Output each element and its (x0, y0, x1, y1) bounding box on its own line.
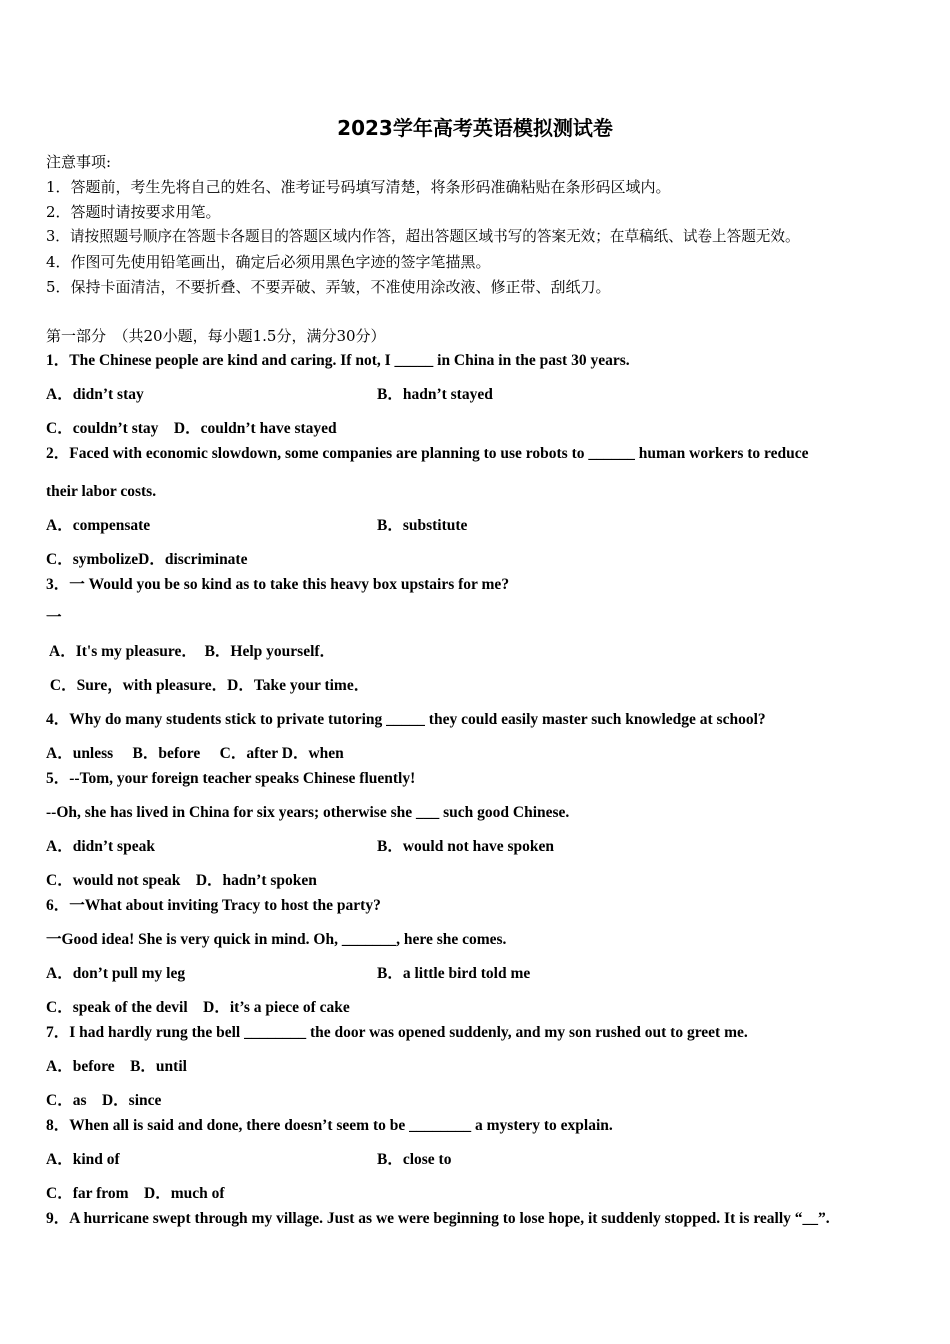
question-4-stem: 4．Why do many students stick to private tutoring _____ they could easily master such knowledge at school? (46, 711, 766, 728)
notice-item: 3．请按照题号顺序在答题卡各题目的答题区域内作答，超出答题区域书写的答案无效；在草稿纸、试卷上答题无效。 (46, 228, 800, 245)
question-1-options-cd: C．couldn’t stay D．couldn’t have stayed (46, 420, 337, 437)
question-2-option-b: B．substitute (377, 517, 468, 534)
question-7-options-ab: A．before B．until (46, 1058, 187, 1075)
question-4-options: A．unless B．before C．after D．when (46, 745, 344, 762)
question-9-stem: 9．A hurricane swept through my village. Just as we were beginning to lose hope, it suddenly stopped. It is really “__”. (46, 1210, 830, 1227)
notice-item: 1．答题前，考生先将自己的姓名、准考证号码填写清楚，将条形码准确粘贴在条形码区域内。 (46, 178, 671, 196)
question-2-stem-cont: their labor costs. (46, 483, 157, 500)
section-heading: 第一部分 （共20小题，每小题1.5分，满分30分） (46, 327, 386, 345)
question-2-options-cd: C．symbolizeD．discriminate (46, 551, 248, 568)
notice-item: 5．保持卡面清洁，不要折叠、不要弄破、弄皱，不准使用涂改液、修正带、刮纸刀。 (46, 278, 611, 296)
notice-item: 4．作图可先使用铅笔画出，确定后必须用黑色字迹的签字笔描黑。 (46, 253, 491, 271)
question-5-stem-cont: --Oh, she has lived in China for six years; otherwise she ___ such good Chinese. (46, 804, 570, 821)
question-5-option-b: B．would not have spoken (377, 838, 555, 855)
question-6-stem: 6．一What about inviting Tracy to host the party? (46, 897, 381, 914)
question-8-options-cd: C．far from D．much of (46, 1185, 225, 1202)
question-3-stem-cont: 一 (46, 609, 62, 626)
question-8-option-a: A．kind of (46, 1151, 120, 1168)
question-1-option-b: B．hadn’t stayed (377, 386, 493, 403)
question-6-option-b: B．a little bird told me (377, 965, 531, 982)
question-7-stem: 7．I had hardly rung the bell ________ the door was opened suddenly, and my son rushed out to greet me. (46, 1024, 748, 1041)
question-3-options-ab: A．It's my pleasure． B．Help yourself． (46, 643, 336, 660)
question-1-option-a: A．didn’t stay (46, 386, 144, 403)
question-2-option-a: A．compensate (46, 517, 151, 534)
question-8-stem: 8．When all is said and done, there doesn’t seem to be ________ a mystery to explain. (46, 1117, 613, 1134)
notice-heading: 注意事项: (46, 153, 112, 171)
question-5-option-a: A．didn’t speak (46, 838, 155, 855)
question-6-option-a: A．don’t pull my leg (46, 965, 186, 982)
question-3-stem: 3．一 Would you be so kind as to take this heavy box upstairs for me? (46, 576, 510, 593)
question-3-options-cd: C．Sure，with pleasure．D．Take your time． (46, 677, 370, 694)
question-6-stem-cont: 一Good idea! She is very quick in mind. Oh, _______, here she comes. (46, 931, 507, 948)
question-5-options-cd: C．would not speak D．hadn’t spoken (46, 872, 317, 889)
question-5-stem: 5．--Tom, your foreign teacher speaks Chinese fluently! (46, 770, 416, 787)
question-7-options-cd: C．as D．since (46, 1092, 162, 1109)
question-8-option-b: B．close to (377, 1151, 452, 1168)
notice-item: 2．答题时请按要求用笔。 (46, 203, 221, 221)
question-1-stem: 1．The Chinese people are kind and caring. If not, I _____ in China in the past 30 years. (46, 352, 630, 369)
question-2-stem: 2．Faced with economic slowdown, some companies are planning to use robots to ______ human workers to reduce (46, 445, 809, 462)
question-6-options-cd: C．speak of the devil D．it’s a piece of cake (46, 999, 350, 1016)
page-title: 2023学年高考英语模拟测试卷 (337, 116, 613, 140)
